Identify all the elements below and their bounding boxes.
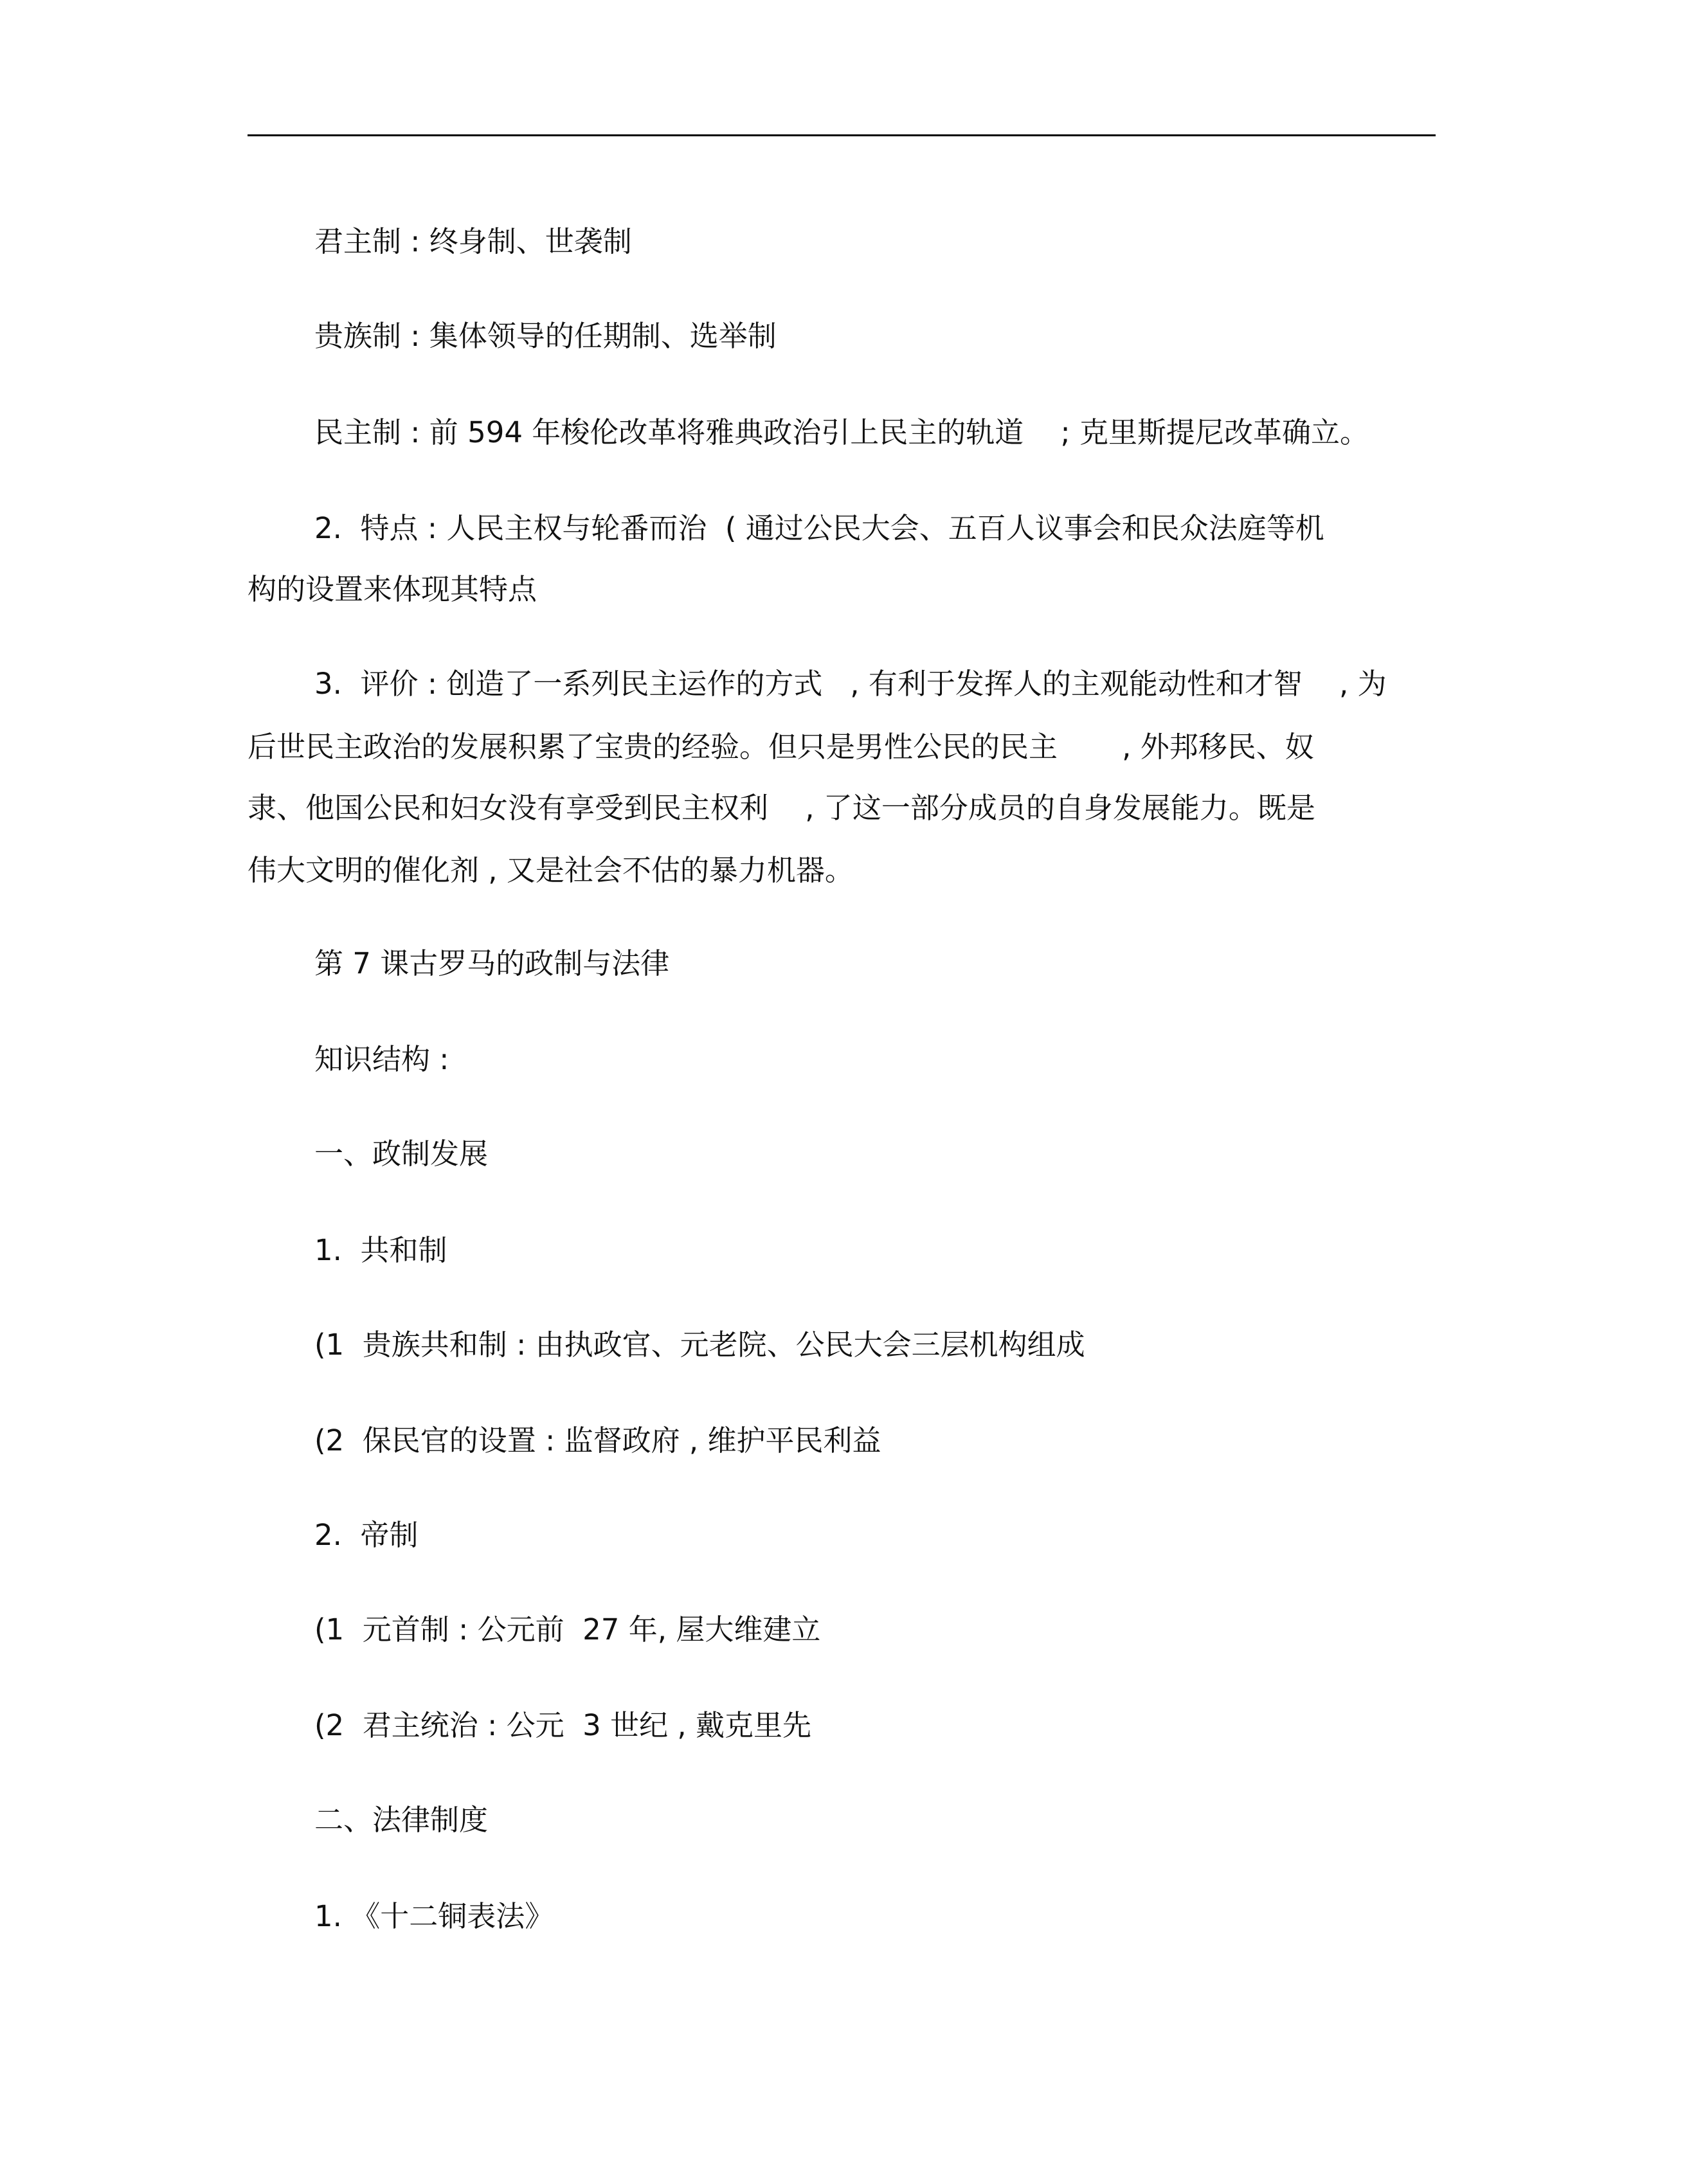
item-twelve-tables: 1. 《十二铜表法》 [314, 1899, 554, 1933]
text-line-features: 2. 特点 : 人民主权与轮番而治 ( 通过公民大会、五百人议事会和民众法庭等机 [314, 511, 1324, 545]
text-line-democracy: 民主制 : 前 594 年梭伦改革将雅典政治引上民主的轨道 ; 克里斯提尼改革确立。 [314, 415, 1369, 449]
text-line-evaluation-cont-3: 伟大文明的催化剂 , 又是社会不估的暴力机器。 [248, 853, 854, 887]
item-principate: (1 元首制 : 公元前 27 年, 屋大维建立 [314, 1612, 821, 1647]
section-knowledge-structure: 知识结构 : [314, 1042, 449, 1076]
item-empire: 2. 帝制 [314, 1518, 419, 1552]
header-rule [248, 134, 1436, 136]
item-aristocratic-republic: (1 贵族共和制 : 由执政官、元老院、公民大会三层机构组成 [314, 1328, 1085, 1362]
item-tribune: (2 保民官的设置 : 监督政府 , 维护平民利益 [314, 1423, 881, 1458]
item-dominate: (2 君主统治 : 公元 3 世纪 , 戴克里先 [314, 1708, 812, 1742]
heading-legal-system: 二、法律制度 [314, 1803, 489, 1837]
heading-political-development: 一、政制发展 [314, 1137, 489, 1171]
item-republic: 1. 共和制 [314, 1233, 447, 1267]
lesson-title: 第 7 课古罗马的政制与法律 [314, 946, 670, 980]
text-line-evaluation-cont-2: 隶、他国公民和妇女没有享受到民主权利 , 了这一部分成员的自身发展能力。既是 [248, 791, 1315, 825]
text-line-evaluation-cont-1: 后世民主政治的发展积累了宝贵的经验。但只是男性公民的民主 , 外邦移民、奴 [248, 730, 1314, 764]
text-line-features-cont: 构的设置来体现其特点 [248, 572, 537, 606]
text-line-aristocracy: 贵族制 : 集体领导的任期制、选举制 [314, 319, 777, 353]
text-line-monarchy: 君主制 : 终身制、世袭制 [314, 224, 632, 258]
text-line-evaluation: 3. 评价 : 创造了一系列民主运作的方式 , 有利于发挥人的主观能动性和才智 , 为 [314, 667, 1387, 701]
